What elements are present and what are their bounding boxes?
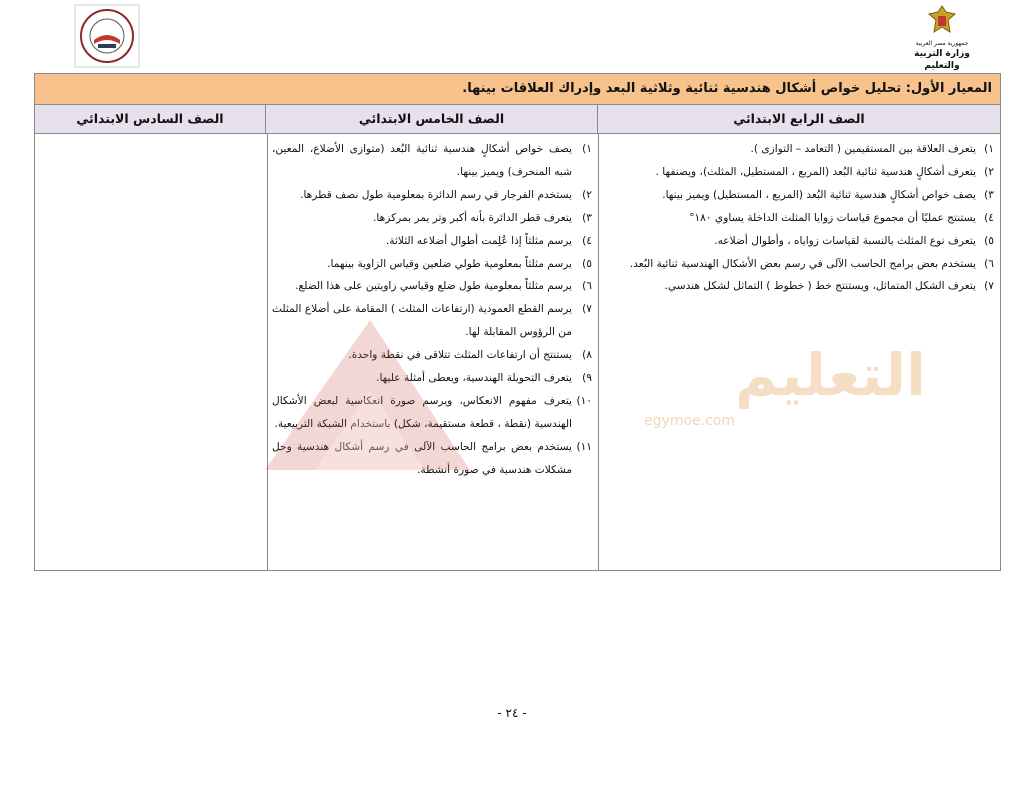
grade-5-header: الصف الخامس الابتدائي (265, 105, 597, 133)
item-text: يتعرف الشكل المتماثل، ويستنتج خط ( خطوط ) التماثل لشكل هندسي. (664, 280, 976, 293)
item-number: ٦) (582, 280, 592, 293)
item-text: يرسم مثلثاً إذا عُلِمت أطوال أضلاعه الثلاثة. (385, 234, 572, 247)
list-item (603, 275, 994, 298)
grade-4-header: الصف الرابع الابتدائي (597, 105, 1000, 133)
list-item (603, 207, 994, 230)
standard-title: المعيار الأول: تحليل خواص أشكال هندسية ثنائية وثلاثية البعد وإدراك العلاقات بينها. (35, 74, 1000, 105)
item-number: ١٠) (576, 394, 592, 407)
list-item (603, 161, 994, 184)
item-number: ١١) (576, 440, 592, 453)
list-item (272, 344, 592, 367)
page-number: - ٢٤ - (497, 706, 527, 720)
list-item (272, 230, 592, 253)
item-text: يستخدم الفرجار في رسم الدائرة بمعلومية طول نصف قطرها. (300, 188, 572, 201)
ministry-name: وزارة التربية والتعليم (914, 49, 970, 71)
item-text: يصف خواص أشكالٍ هندسية ثنائية البُعد (المربع ، المستطيل) ويميز بينها. (662, 188, 976, 201)
list-item (603, 138, 994, 161)
item-number: ٧) (582, 303, 592, 316)
item-number: ٩) (582, 372, 592, 385)
item-number: ٤) (582, 234, 592, 247)
list-item (603, 184, 994, 207)
grade-header-row (35, 105, 1000, 134)
item-number: ١) (582, 143, 592, 155)
eagle-emblem-icon (910, 4, 974, 71)
ministry-subtitle: جمهورية مصر العربية (915, 40, 969, 47)
list-item (272, 253, 592, 276)
item-text: يستخدم بعض برامج الحاسب الآلى في رسم أشكال هندسية وحل مشكلات هندسية في صورة أنشطة. (272, 440, 572, 476)
list-item (272, 390, 592, 436)
list-item (272, 436, 592, 482)
grade-4-outcomes (598, 134, 1000, 570)
item-number: ٦) (984, 257, 994, 270)
school-emblem-icon (74, 4, 140, 68)
item-number: ٥) (582, 257, 592, 270)
grade-6-outcomes (37, 134, 267, 570)
item-text: يستنتج عمليًا أن مجموع قياسات زوايا المثلث الداخلة يساوي ١٨٠° (689, 211, 976, 224)
item-text: يتعرف مفهوم الانعكاس، ويرسم صورة انعكاسية لبعض الأشكال الهندسية (نقطة ، قطعة مستقيمة، شكل) باستخدام الشبكة التربيعية. (272, 394, 572, 430)
standards-table (34, 73, 1001, 571)
item-number: ٧) (984, 280, 994, 293)
item-text: يتعرف العلاقة بين المستقيمين ( التعامد – التوازى ). (750, 143, 976, 155)
item-text: يرسم مثلثاً بمعلومية طولي ضلعين وقياس الزاوية بينهما. (327, 257, 572, 270)
item-number: ٤) (984, 211, 994, 224)
watermark-site: egymoe.com (644, 413, 735, 429)
watermark-text: التعليم (735, 341, 926, 409)
item-number: ٢) (582, 188, 592, 201)
list-item (603, 230, 994, 253)
item-number: ٣) (582, 211, 592, 224)
item-number: ٣) (984, 188, 994, 201)
item-text: يرسم مثلثاً بمعلومية طول ضلع وقياسي زاويتين على هذا الضلع. (295, 280, 572, 293)
item-number: ٢) (984, 165, 994, 178)
item-text: يتعرف قطر الدائرة بأنه أكبر وتر يمر بمركزها. (373, 211, 572, 224)
item-text: يرسم القطع العمودية (ارتفاعات المثلث ) المقامة على أضلاع المثلث من الرؤوس المقابلة لها. (272, 303, 572, 339)
item-text: يستنتج أن ارتفاعات المثلث تتلاقى في نقطة واحدة. (348, 349, 572, 362)
grade-5-outcomes (267, 134, 598, 570)
item-number: ١) (984, 143, 994, 155)
item-number: ٨) (582, 349, 592, 362)
item-text: يصف خواص أشكالٍ هندسية ثنائية البُعد (متوازى الأضلاع، المعين، شبه المنحرف) ويميز بينها. (272, 143, 572, 178)
list-item (272, 207, 592, 230)
item-text: يتعرف أشكالٍ هندسية ثنائية البُعد (المربع ، المستطيل، المثلث)، ويصنفها . (655, 165, 976, 178)
list-item (272, 367, 592, 390)
item-text: يتعرف نوع المثلث بالنسبة لقياسات زواياه ، وأطوال أضلاعه. (714, 234, 976, 247)
item-text: يستخدم بعض برامج الحاسب الآلى في رسم بعض الأشكال الهندسية ثنائية البُعد. (629, 257, 976, 270)
list-item (272, 138, 592, 184)
list-item (272, 275, 592, 298)
outcomes-row (35, 134, 1000, 570)
list-item (272, 298, 592, 344)
list-item (272, 184, 592, 207)
list-item (603, 253, 994, 276)
grade-6-header: الصف السادس الابتدائي (76, 111, 224, 126)
item-number: ٥) (984, 234, 994, 247)
item-text: يتعرف التحويلة الهندسية، ويعطى أمثلة عليها. (376, 372, 572, 385)
